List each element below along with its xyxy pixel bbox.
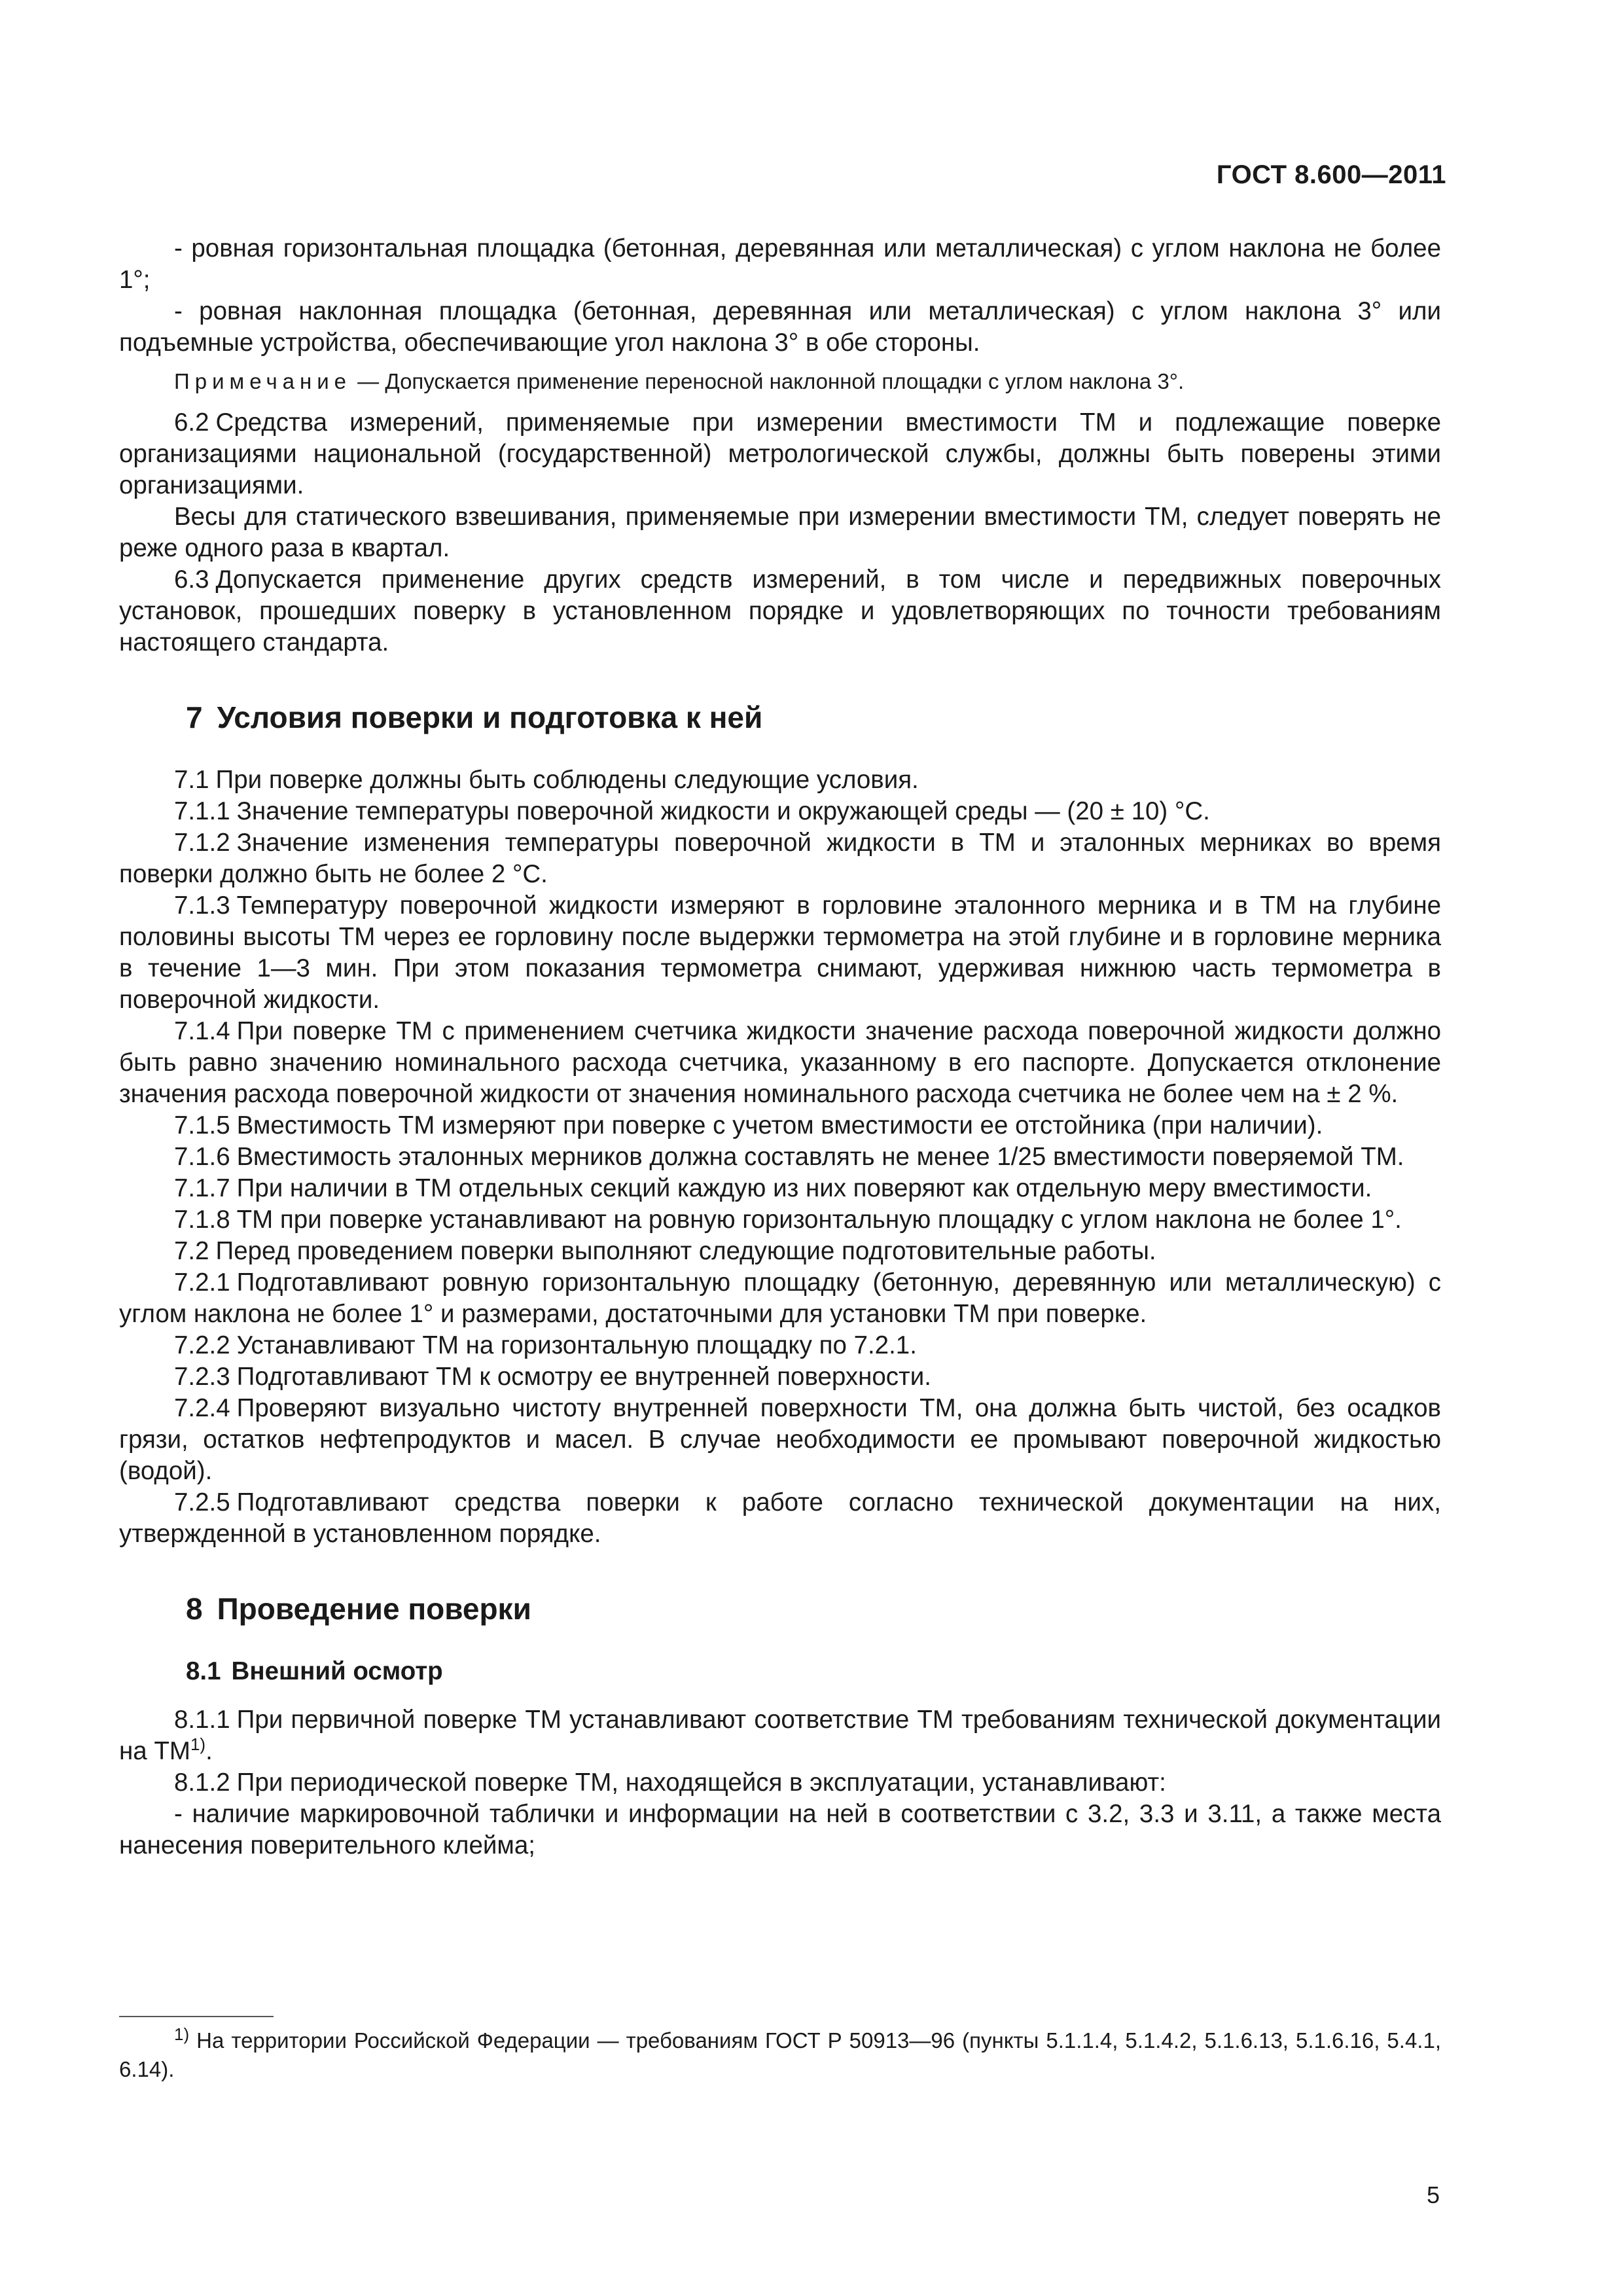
clause-text: Перед проведением поверки выполняют следующие подготовительные работы. [215,1237,1156,1265]
clause-text: Подготавливают ТМ к осмотру ее внутренней поверхности. [236,1363,931,1391]
clause [119,1110,1441,1141]
subsection-8-1-heading [186,1656,1441,1687]
clause-number: 8.1.1 [174,1706,230,1734]
clause-text: Значение изменения температуры поверочной жидкости в ТМ и эталонных мерниках во время поверки должно быть не более 2 °С. [119,829,1441,888]
footnote-reference: 1) [190,1734,206,1755]
section-number: 8 [186,1592,203,1626]
clause [119,1173,1441,1204]
clause-number: 7.1.5 [174,1111,230,1139]
clause-text: Подготавливают ровную горизонтальную площадку (бетонную, деревянную или металлическую) с углом наклона не более 1° и размерами, достаточными для установки ТМ при поверке. [119,1268,1441,1328]
clause-number: 7.2.3 [174,1363,230,1391]
clause-text: Подготавливают средства поверки к работе согласно технической документации на них, утвержденной в установленном порядке. [119,1488,1441,1548]
clause-number: 6.3 [174,565,209,594]
standard-code: ГОСТ 8.600—2011 [1216,160,1446,189]
clause-number: 8.1.2 [174,1768,230,1797]
section-7-heading [186,699,1441,736]
footnote-marker: 1) [174,2024,190,2044]
page-number: 5 [1426,2181,1440,2208]
clause [119,1393,1441,1487]
footnote-divider [119,2016,274,2017]
section-number: 7 [186,700,203,734]
section-title: Проведение поверки [217,1592,531,1626]
clause-number: 7.2.5 [174,1488,230,1516]
clause [119,1204,1441,1236]
footnote-text: На территории Российской Федерации — требованиям ГОСТ Р 50913—96 (пункты 5.1.1.4, 5.1.4.2, 5.1.6.13, 5.1.6.16, 5.4.1, 6.14). [119,2028,1441,2081]
clause [119,1267,1441,1330]
clause-number: 6.2 [174,408,209,437]
clause [119,1141,1441,1173]
clause-text: При поверке ТМ с применением счетчика жидкости значение расхода поверочной жидкости должно быть равно значению номинального расхода счетчика, указанному в его паспорте. Допускается отклонение значения расхода поверочной жидкости от значения номинального расхода счетчика не более чем на ± 2 %. [119,1017,1441,1108]
clause-number: 7.1.6 [174,1143,230,1171]
clause-number: 7.2.4 [174,1394,230,1422]
clause [119,1487,1441,1550]
page-content [119,233,1441,1861]
clause-text: Допускается применение других средств измерений, в том числе и передвижных поверочных установок, прошедших поверку в установленном порядке и удовлетворяющих по точности требованиям настоящего стандарта. [119,565,1441,656]
clause-6-2 [119,407,1441,501]
clause [119,1361,1441,1393]
clause-number: 7.1.7 [174,1174,230,1202]
footnote [119,2026,1441,2084]
list-item: - наличие маркировочной таблички и информации на ней в соответствии с 3.2, 3.3 и 3.11, а также места нанесения поверительного клейма; [119,1800,1441,1859]
paragraph: Весы для статического взвешивания, применяемые при измерении вместимости ТМ, следует поверять не реже одного раза в квартал. [119,503,1441,562]
clause-8-1-1 [119,1704,1441,1767]
list-item: - ровная наклонная площадка (бетонная, деревянная или металлическая) с углом наклона 3° или подъемные устройства, обеспечивающие угол наклона 3° в обе стороны. [119,297,1441,357]
clause-text-end: . [205,1737,213,1765]
clause [119,796,1441,827]
clause-number: 7.2.1 [174,1268,230,1297]
clause-text: Вместимость ТМ измеряют при поверке с учетом вместимости ее отстойника (при наличии). [236,1111,1323,1139]
clause [119,827,1441,890]
clause-text: Проверяют визуально чистоту внутренней поверхности ТМ, она должна быть чистой, без осадков грязи, остатков нефтепродуктов и масел. В случае необходимости ее промывают поверочной жидкостью (водой). [119,1394,1441,1485]
clause-text: Температуру поверочной жидкости измеряют в горловине эталонного мерника и в ТМ на глубине половины высоты ТМ через ее горловину после выдержки термометра на этой глубине и в горловине мерника в течение 1—3 мин. При этом показания термометра снимают, удерживая нижнюю часть термометра в поверочной жидкости. [119,891,1441,1014]
list-item: - ровная горизонтальная площадка (бетонная, деревянная или металлическая) с углом наклона не более 1°; [119,234,1441,294]
clause-text: При периодической поверке ТМ, находящейся в эксплуатации, устанавливают: [236,1768,1166,1797]
section-7-clauses [119,764,1441,1550]
clause-text: ТМ при поверке устанавливают на ровную горизонтальную площадку с углом наклона не более 1°. [236,1206,1402,1234]
subsection-number: 8.1 [186,1657,221,1685]
clause-text: Средства измерений, применяемые при измерении вместимости ТМ и подлежащие поверке организациями национальной (государственной) метрологической службы, должны быть поверены этими организациями. [119,408,1441,499]
clause-8-1-2 [119,1767,1441,1799]
clause-text: При поверке должны быть соблюдены следующие условия. [215,766,919,794]
clause-text: При первичной поверке ТМ устанавливают соответствие ТМ требованиям технической документации на ТМ [119,1706,1441,1765]
clause-6-3 [119,564,1441,658]
clause-number: 7.1 [174,766,209,794]
section-8-heading [186,1590,1441,1627]
clause [119,1016,1441,1110]
clause-number: 7.2.2 [174,1331,230,1359]
clause-number: 7.1.8 [174,1206,230,1234]
clause [119,1236,1441,1267]
clause-number: 7.1.3 [174,891,230,920]
subsection-title: Внешний осмотр [231,1657,443,1685]
clause-text: При наличии в ТМ отдельных секций каждую из них поверяют как отдельную меру вместимости. [236,1174,1372,1202]
note-text: — Допускается применение переносной наклонной площадки с углом наклона 3°. [351,369,1185,393]
clause [119,1330,1441,1361]
note [119,368,1441,395]
clause [119,764,1441,796]
section-title: Условия поверки и подготовка к ней [217,700,763,734]
clause [119,890,1441,1016]
clause-text: Значение температуры поверочной жидкости и окружающей среды — (20 ± 10) °С. [236,797,1210,825]
clause-number: 7.2 [174,1237,209,1265]
clause-text: Вместимость эталонных мерников должна составлять не менее 1/25 вместимости поверяемой ТМ. [236,1143,1404,1171]
clause-number: 7.1.1 [174,797,230,825]
note-label: Примечание [174,369,352,393]
clause-number: 7.1.4 [174,1017,230,1045]
clause-text: Устанавливают ТМ на горизонтальную площадку по 7.2.1. [236,1331,917,1359]
clause-number: 7.1.2 [174,829,230,857]
